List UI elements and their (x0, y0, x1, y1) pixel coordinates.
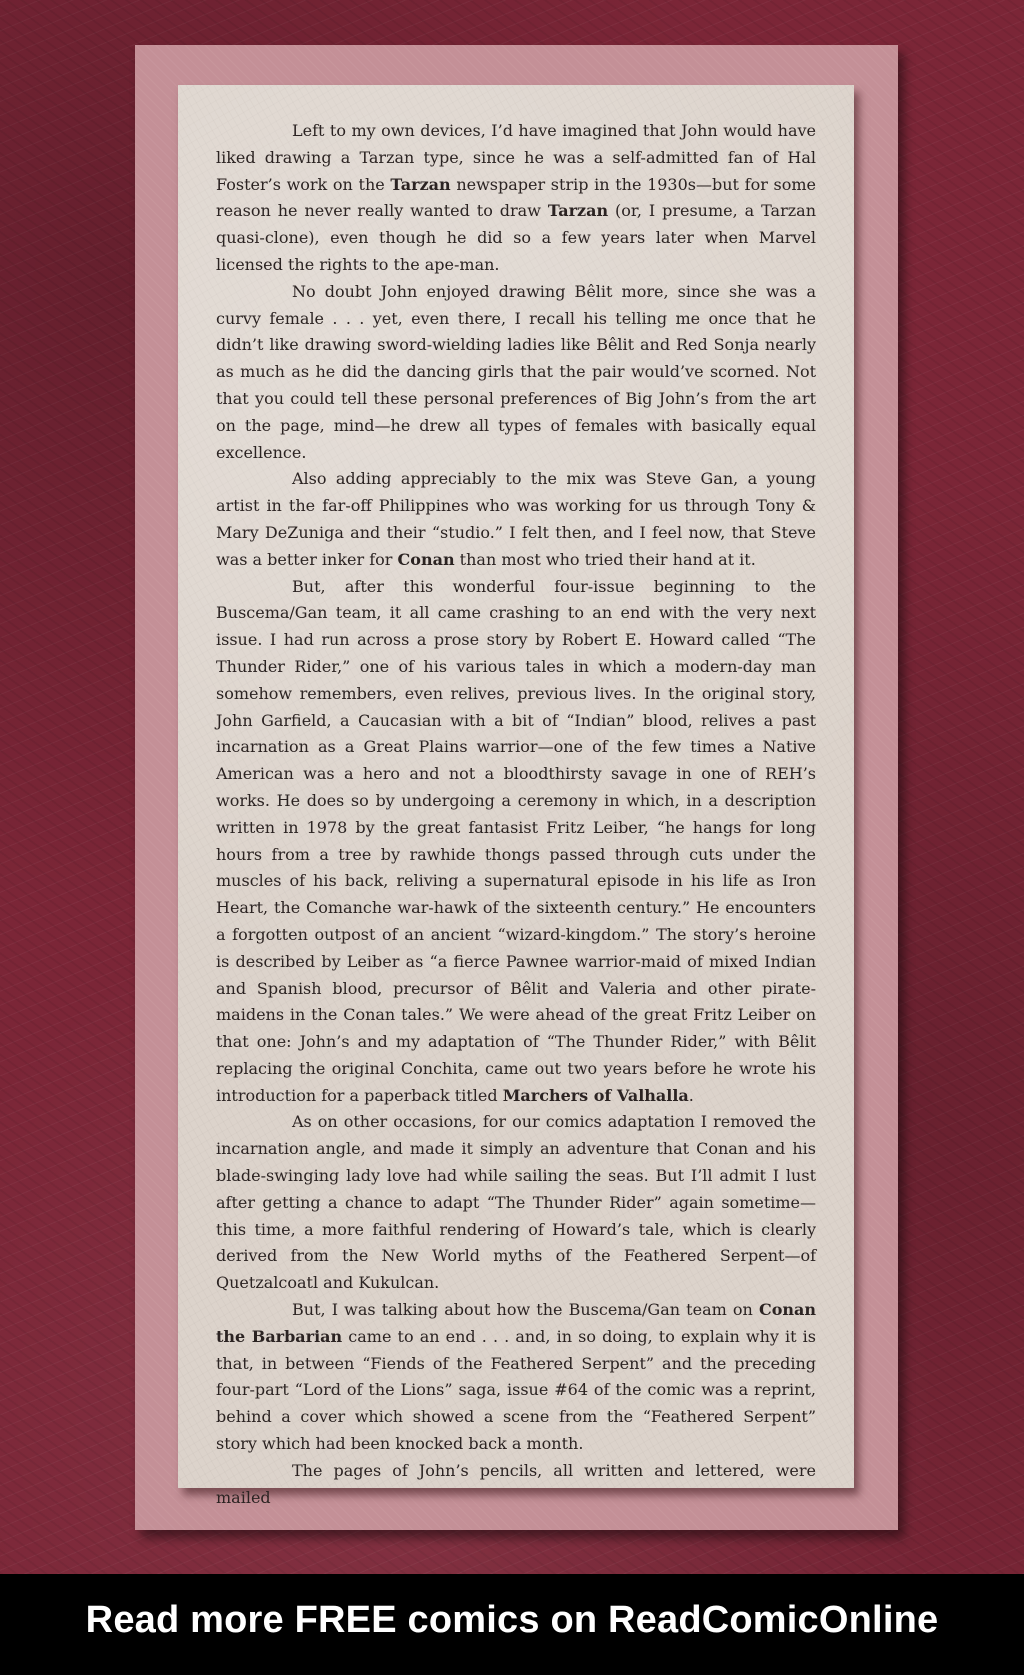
p1-title-tarzan-2: Tarzan (547, 201, 609, 221)
promo-banner (0, 1574, 1024, 1675)
paragraph-5: As on other occasions, for our comics adaptation I removed the incarnation angle, and made it simply an adventure that Conan and his blade-swinging lady love had while sailing the seas. But I’ll admit I lust after getting a chance to adapt “The Thunder Rider” again sometime—this time, a more faithful rendering of Howard’s tale, which is clearly derived from the New World myths of the Feathered Serpent—of Quetzalcoatl and Kukulcan. (216, 1112, 816, 1293)
p4-text-c: . (688, 1085, 694, 1105)
paragraph-7: The pages of John’s pencils, all written and lettered, were mailed (216, 1460, 816, 1507)
p4-title-marchers: Marchers of Valhalla (502, 1085, 689, 1105)
p1-text-d: (or, I presume, a Tarzan quasi-clone), even though he did so a few years later when Marvel licensed the rights to the ape-man. (216, 201, 817, 274)
article-text (216, 118, 816, 1511)
paragraph-2: No doubt John enjoyed drawing Bêlit more, since she was a curvy female . . . yet, even there, I recall his telling me once that he didn’t like drawing sword-wielding ladies like Bêlit and Red Sonja nearly as much as he did the dancing girls that the pair would’ve scorned. Not that you could tell these personal preferences of Big John’s from the art on the page, mind—he drew all types of females with basically equal excellence. (216, 281, 816, 462)
p3-text-c: than most who tried their hand at it. (454, 549, 756, 569)
p6-text-c: came to an end . . . and, in so doing, to explain why it is that, in between “Fiends of the Feathered Serpent” and the preceding four-part “Lord of the Lions” saga, issue #64 of the comic was a reprint, behind a cover which showed a scene from the “Feathered Serpent” story which had been knocked back a month. (216, 1326, 817, 1454)
promo-banner-text: Read more FREE comics on ReadComicOnline (85, 1599, 939, 1641)
paragraph-4 (216, 574, 816, 1110)
p6-text-a: But, I was talking about how the Buscema/Gan team on (292, 1300, 759, 1320)
p1-text-a: Left to my own devices, I’d have imagined that John would have liked drawing a Tarzan type, since he was a self-admitted fan of Hal Foster’s work on the (216, 121, 816, 194)
p4-text-a: But, after this wonderful four-issue beginning to the Buscema/Gan team, it all came crashing to an end with the very next issue. I had run across a prose story by Robert E. Howard called “The Thunder Rider,” one of his various tales in which a modern-day man somehow remembers, even relives, previous lives. In the original story, John Garfield, a Caucasian with a bit of “Indian” blood, relives a past incarnation as a Great Plains warrior—one of the few times a Native American was a hero and not a bloodthirsty savage in one of REH’s works. He does so by undergoing a ceremony in which, in a description written in 1978 by the great fantasist Fritz Leiber, “he hangs for long hours from a tree by rawhide thongs passed through cuts under the muscles of his back, reliving a supernatural episode in his life as Iron Heart, the Comanche war-hawk of the sixteenth century.” He encounters a forgotten outpost of an ancient “wizard-kingdom.” The story’s heroine is described by Leiber as “a fierce Pawnee warrior-maid of mixed Indian and Spanish blood, precursor of Bêlit and Valeria and other pirate-maidens in the Conan tales.” We were ahead of the great Fritz Leiber on that one: John’s and my adaptation of “The Thunder Rider,” with Bêlit replacing the original Conchita, came out two years before he wrote his introduction for a paperback titled (216, 576, 816, 1105)
paragraph-3 (216, 466, 816, 573)
p6-title-conan-barbarian: Conan the Barbarian (216, 1300, 816, 1346)
p1-title-tarzan: Tarzan (390, 174, 451, 194)
p1-text-c: newspaper strip in the 1930s—but for some reason he never really wanted to draw (216, 174, 816, 221)
p3-title-conan: Conan (397, 549, 455, 569)
p3-text-a: Also adding appreciably to the mix was Steve Gan, a young artist in the far-off Philippines who was working for us through Tony & Mary DeZuniga and their “studio.” I felt then, and I feel now, that Steve was a better inker for (216, 469, 816, 569)
paragraph-1 (216, 118, 816, 279)
paragraph-6 (216, 1297, 816, 1458)
